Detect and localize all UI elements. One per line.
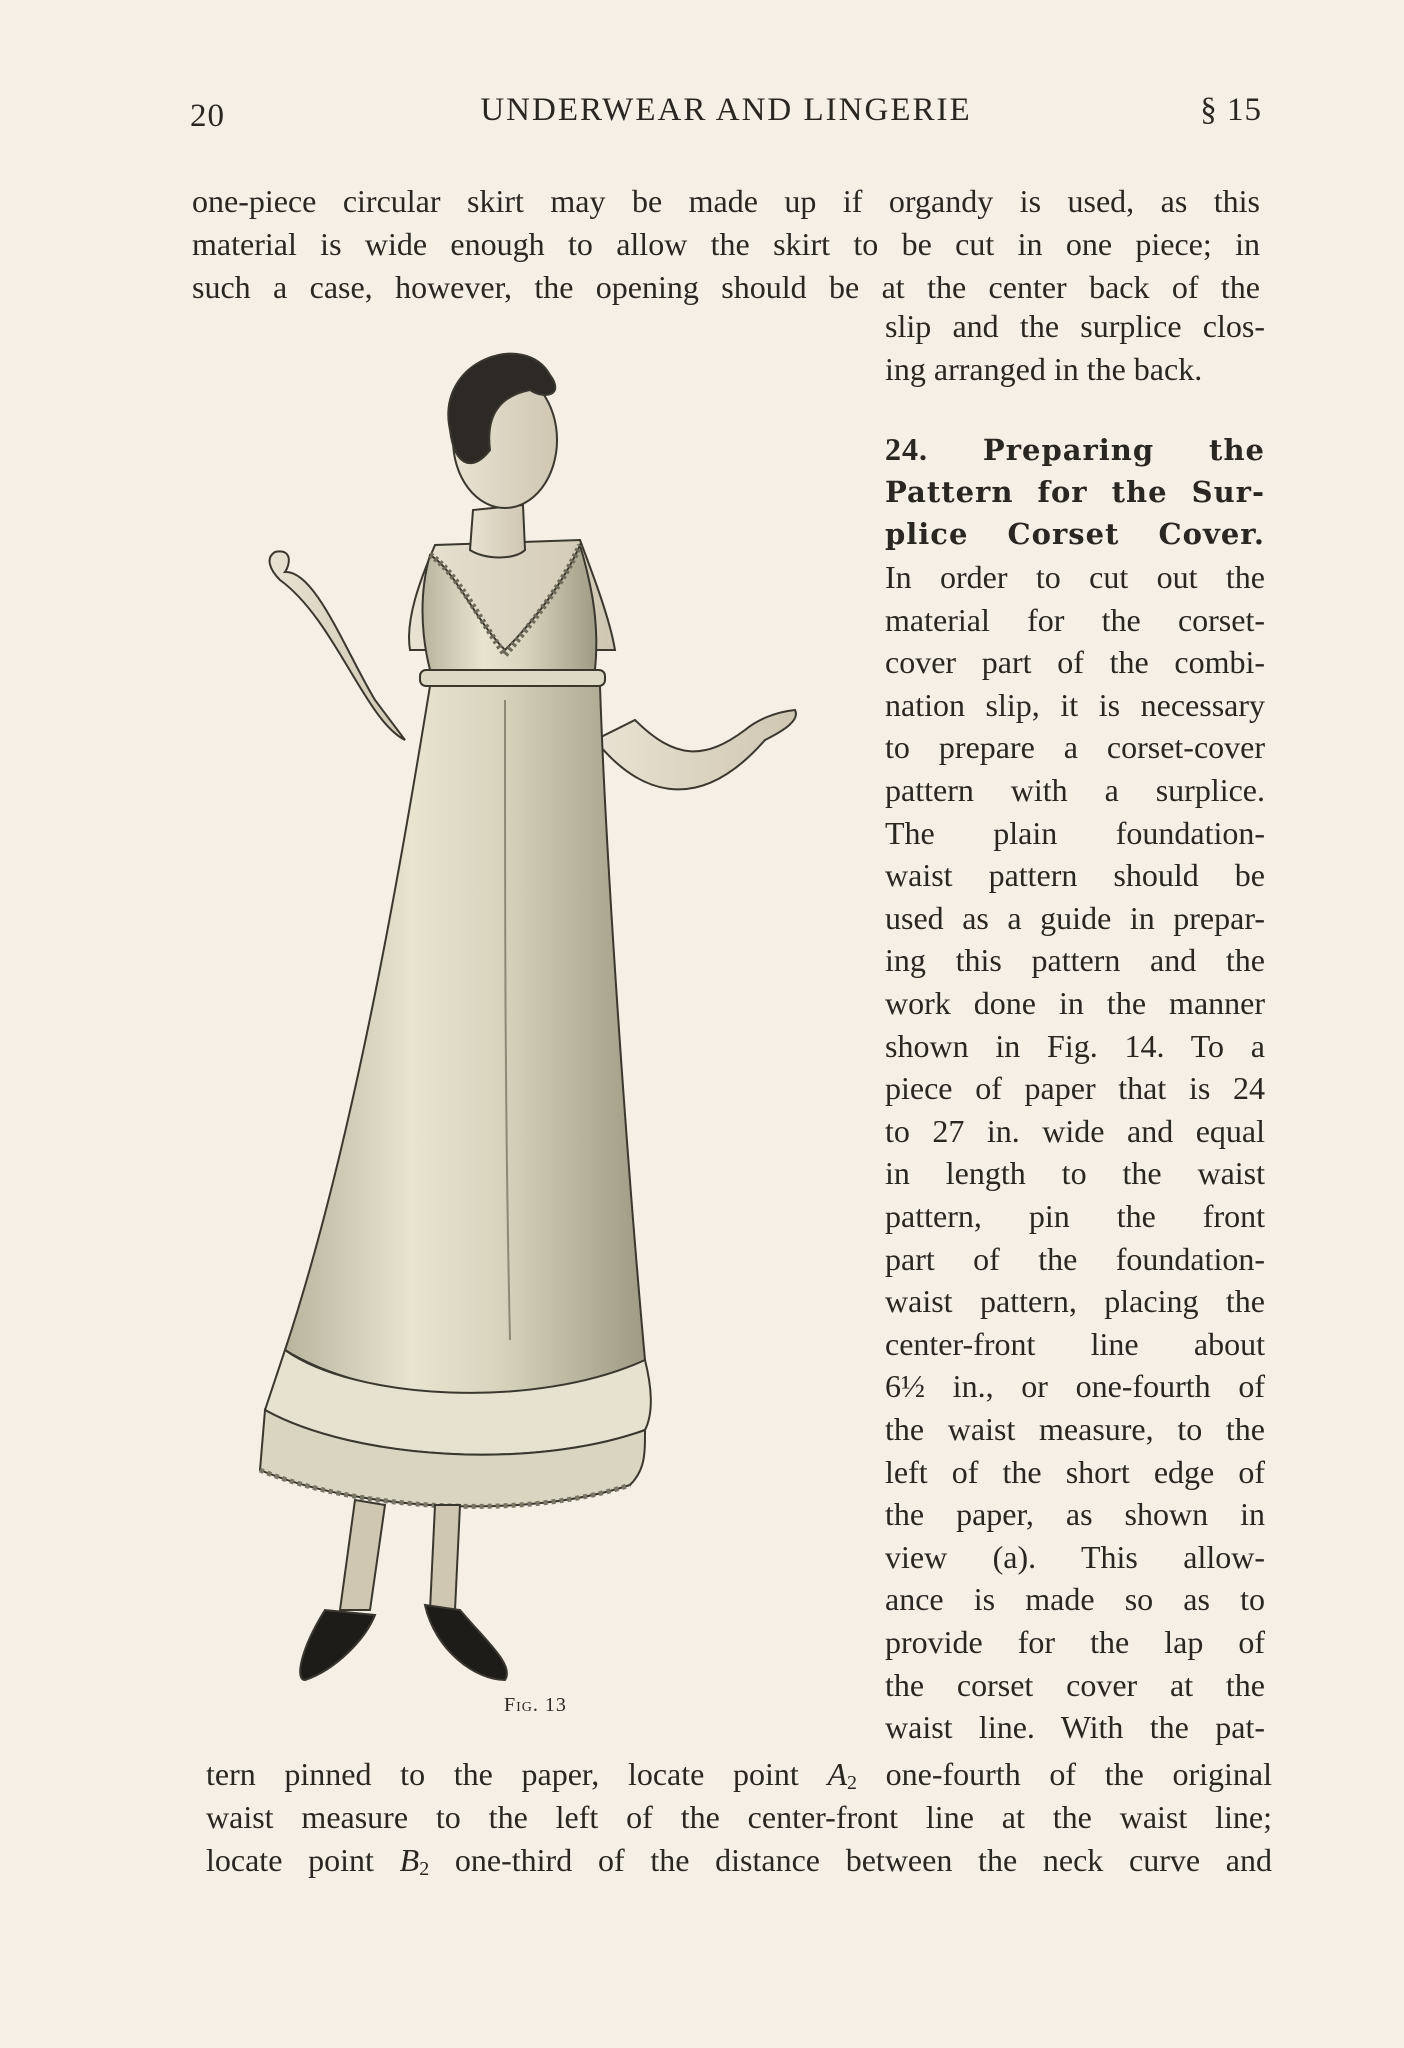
text-line: left of the short edge of bbox=[885, 1453, 1265, 1490]
text-line: In order to cut out the bbox=[885, 559, 1265, 595]
text-line: cover part of the combi- bbox=[885, 644, 1265, 681]
section-heading-line: plice Corset Cover. bbox=[885, 517, 1265, 551]
figure-illustration bbox=[205, 320, 875, 1720]
running-header bbox=[190, 92, 1262, 142]
text-line: the waist measure, to the bbox=[885, 1411, 1265, 1447]
text-line: used as a guide in prepar- bbox=[885, 899, 1265, 936]
text-line: shown in Fig. 14. To a bbox=[885, 1027, 1265, 1064]
text-line: to 27 in. wide and equal bbox=[885, 1112, 1265, 1149]
running-title: UNDERWEAR AND LINGERIE bbox=[480, 92, 972, 128]
text-line: nation slip, it is necessary bbox=[885, 686, 1265, 723]
text-line: 6½ in., or one-fourth of bbox=[885, 1368, 1265, 1405]
text-line: one-piece circular skirt may be made up if organdy is used, as this bbox=[192, 183, 1260, 219]
text-line: material is wide enough to allow the skirt to be cut in one piece; in bbox=[192, 226, 1260, 262]
text-line: locate point $B_2$ one-third of the distance between the neck curve and bbox=[206, 1842, 1273, 1880]
text-line: waist pattern should be bbox=[885, 857, 1265, 894]
text-line: ing arranged in the back. bbox=[885, 351, 1203, 387]
section-heading-number: 24. bbox=[885, 431, 928, 467]
text-line: The plain foundation- bbox=[885, 814, 1265, 851]
text-line: such a case, however, the opening should be at the center back of the bbox=[192, 269, 1260, 305]
woman-in-slip-drawing bbox=[260, 354, 796, 1680]
text-line: waist measure to the left of the center-front line at the waist line; bbox=[206, 1799, 1272, 1835]
figure-caption: Fig. 13 bbox=[504, 1694, 567, 1716]
text-line: waist pattern, placing the bbox=[885, 1283, 1265, 1320]
text-line: in length to the waist bbox=[885, 1155, 1265, 1192]
text-line: slip and the surplice clos- bbox=[885, 308, 1265, 344]
text-line: the paper, as shown in bbox=[885, 1496, 1265, 1533]
text-line: piece of paper that is 24 bbox=[885, 1070, 1265, 1107]
text-line: the corset cover at the bbox=[885, 1666, 1265, 1703]
text-line: work done in the manner bbox=[885, 985, 1265, 1021]
text-line: material for the corset- bbox=[885, 601, 1265, 638]
text-line: view (a). This allow- bbox=[885, 1538, 1265, 1575]
section-heading-text: Preparing the bbox=[982, 433, 1265, 467]
text-line: ance is made so as to bbox=[885, 1581, 1265, 1618]
text-line: part of the foundation- bbox=[885, 1240, 1265, 1277]
text-line: pattern with a surplice. bbox=[885, 772, 1265, 808]
section-number: § 15 bbox=[1200, 92, 1262, 128]
text-line: to prepare a corset-cover bbox=[885, 729, 1265, 766]
text-line: provide for the lap of bbox=[885, 1624, 1265, 1660]
text-line: tern pinned to the paper, locate point $A_2$ one-fourth of the original bbox=[206, 1756, 1273, 1794]
text-line: ing this pattern and the bbox=[885, 942, 1265, 979]
section-heading-line: Pattern for the Sur- bbox=[885, 475, 1265, 509]
text-line: pattern, pin the front bbox=[885, 1198, 1265, 1234]
section-heading-line bbox=[885, 428, 1265, 471]
text-line: waist line. With the pat- bbox=[885, 1709, 1265, 1746]
page-number: 20 bbox=[190, 98, 225, 134]
text-line: center-front line about bbox=[885, 1325, 1265, 1362]
